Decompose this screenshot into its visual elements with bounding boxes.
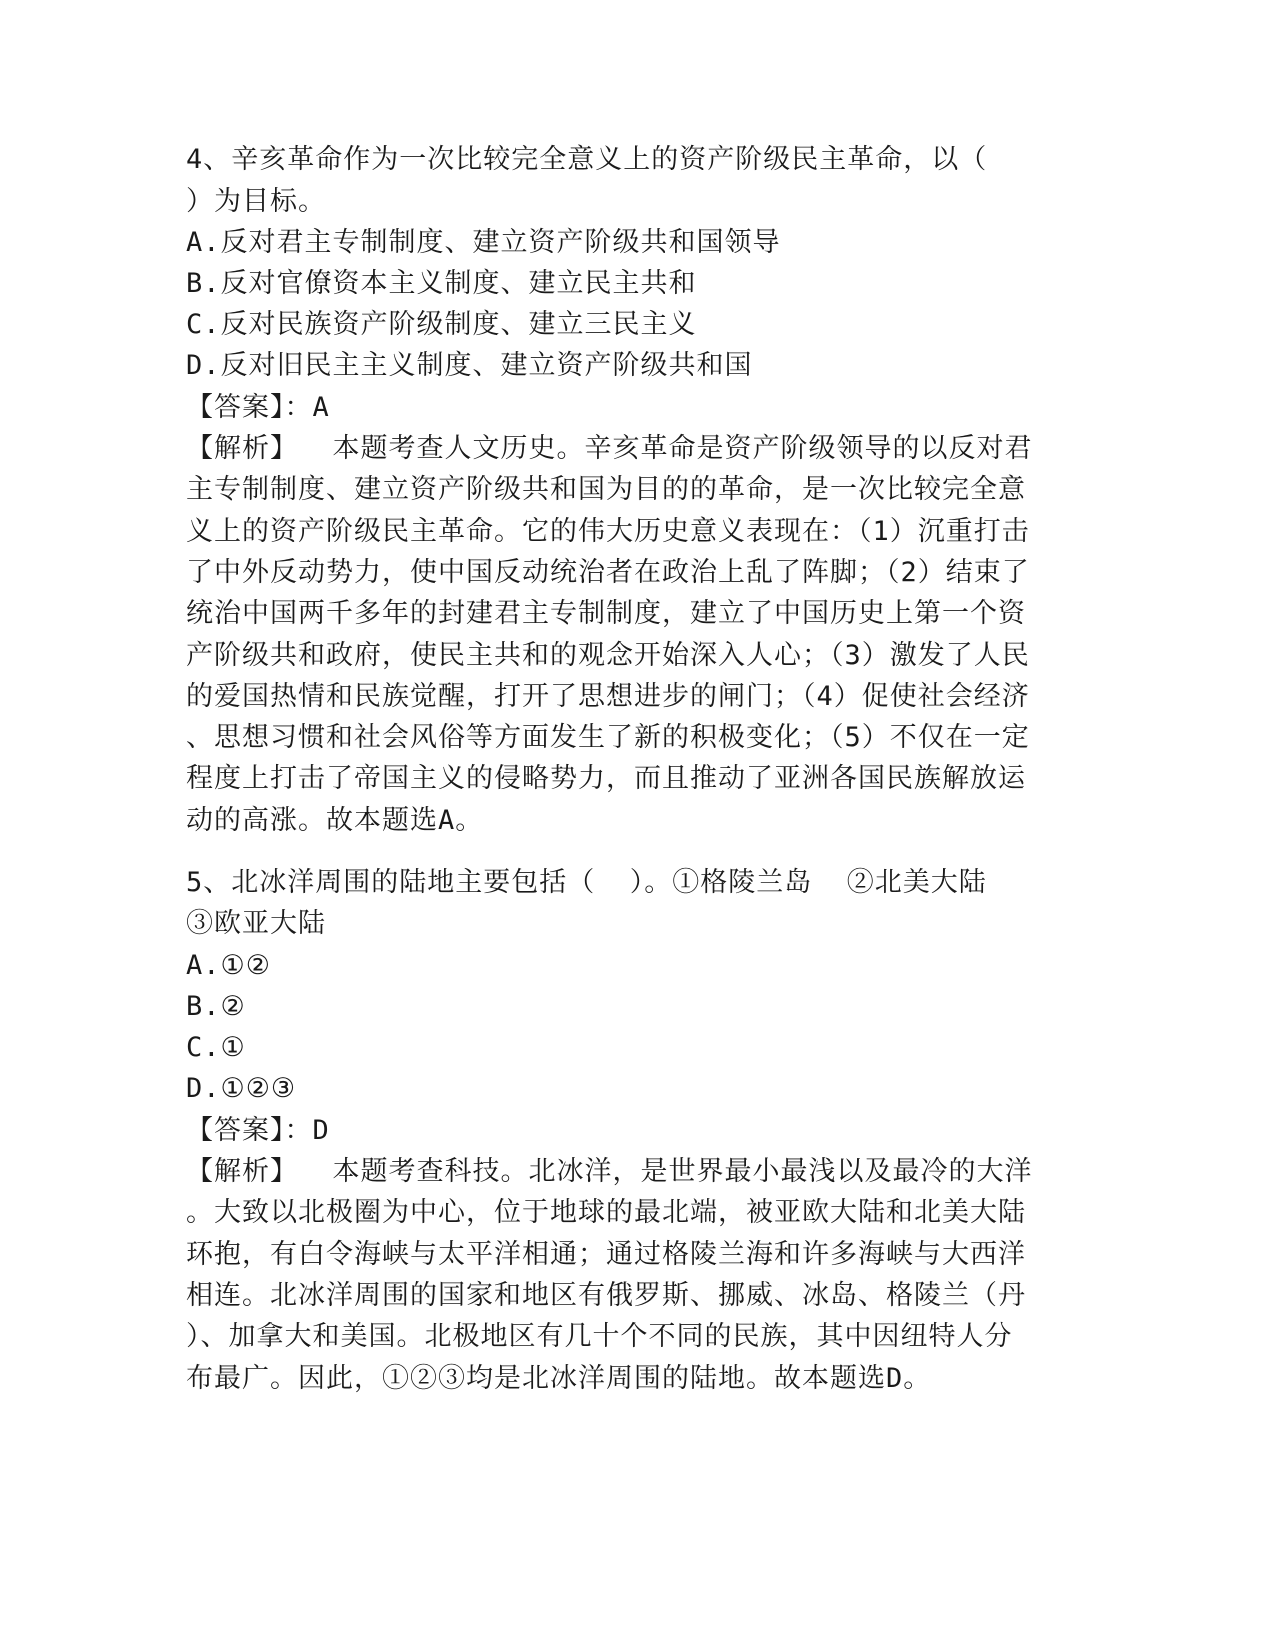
analysis-line: 主专制制度、建立资产阶级共和国为目的的革命，是一次比较完全意	[186, 474, 1026, 505]
analysis-line: 统治中国两千多年的封建君主专制制度，建立了中国历史上第一个资	[186, 598, 1026, 629]
analysis-line: 。大致以北极圈为中心，位于地球的最北端，被亚欧大陆和北美大陆	[186, 1197, 1026, 1228]
question-stem-line: ③欧亚大陆	[186, 908, 326, 939]
option-d: D.①②③	[186, 1073, 297, 1104]
analysis-line: 、思想习惯和社会风俗等方面发生了新的积极变化；（5）不仅在一定	[186, 722, 1030, 753]
answer-line: 【答案】：D	[186, 1115, 330, 1146]
option-b: B.②	[186, 991, 246, 1022]
question-stem-line: ）为目标。	[186, 186, 326, 217]
analysis-line: 的爱国热情和民族觉醒，打开了思想进步的闸门；（4）促使社会经济	[186, 681, 1030, 712]
analysis-line: 动的高涨。故本题选A。	[186, 805, 484, 836]
analysis-line: 布最广。因此，①②③均是北冰洋周围的陆地。故本题选D。	[186, 1363, 932, 1394]
analysis-line: 义上的资产阶级民主革命。它的伟大历史意义表现在：（1）沉重打击	[186, 516, 1030, 547]
answer-line: 【答案】：A	[186, 392, 330, 423]
analysis-line: ）、加拿大和美国。北极地区有几十个不同的民族，其中因纽特人分	[186, 1321, 1013, 1352]
analysis-line: 【解析】 本题考查科技。北冰洋，是世界最小最浅以及最冷的大洋	[186, 1156, 1033, 1187]
analysis-line: 产阶级共和政府，使民主共和的观念开始深入人心；（3）激发了人民	[186, 640, 1030, 671]
analysis-line: 了中外反动势力，使中国反动统治者在政治上乱了阵脚；（2）结束了	[186, 557, 1030, 588]
option-c: C.反对民族资产阶级制度、建立三民主义	[186, 309, 697, 340]
option-d: D.反对旧民主主义制度、建立资产阶级共和国	[186, 350, 753, 381]
question-stem-line: 5、北冰洋周围的陆地主要包括（ ）。①格陵兰岛 ②北美大陆	[186, 867, 987, 898]
option-a: A.①②	[186, 950, 271, 981]
analysis-line: 环抱，有白令海峡与太平洋相通；通过格陵兰海和许多海峡与大西洋	[186, 1239, 1026, 1270]
analysis-line: 【解析】 本题考查人文历史。辛亥革命是资产阶级领导的以反对君	[186, 433, 1033, 464]
analysis-line: 程度上打击了帝国主义的侵略势力，而且推动了亚洲各国民族解放运	[186, 763, 1026, 794]
option-c: C.①	[186, 1032, 246, 1063]
option-b: B.反对官僚资本主义制度、建立民主共和	[186, 268, 697, 299]
question-stem-line: 4、辛亥革命作为一次比较完全意义上的资产阶级民主革命，以（	[186, 144, 988, 175]
analysis-line: 相连。北冰洋周围的国家和地区有俄罗斯、挪威、冰岛、格陵兰（丹	[186, 1280, 1026, 1311]
option-a: A.反对君主专制制度、建立资产阶级共和国领导	[186, 227, 781, 258]
